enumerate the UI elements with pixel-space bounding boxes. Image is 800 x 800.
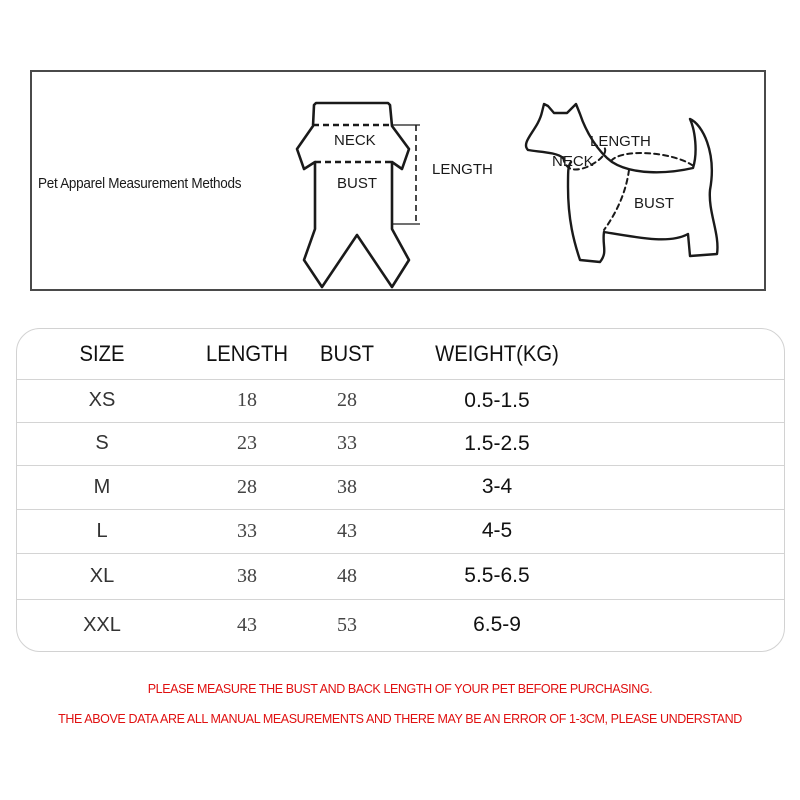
garment-length-label: LENGTH bbox=[432, 161, 493, 178]
row-length: 38 bbox=[237, 564, 257, 587]
table-row bbox=[17, 379, 784, 423]
row-bust: 48 bbox=[337, 564, 357, 587]
garment-outline-icon bbox=[297, 103, 420, 287]
row-bust: 33 bbox=[337, 432, 357, 454]
error-disclaimer: THE ABOVE DATA ARE ALL MANUAL MEASUREMENTS AND THERE MAY BE AN ERROR OF 1-3CM, PLEASE UNDERSTAND bbox=[58, 712, 742, 726]
row-weight: 5.5-6.5 bbox=[464, 564, 530, 587]
header-weight: WEIGHT(KG) bbox=[435, 341, 559, 366]
table-row bbox=[17, 553, 784, 600]
header-length: LENGTH bbox=[205, 341, 289, 366]
dog-neck-label: NECK bbox=[552, 153, 594, 170]
row-size: XS bbox=[88, 389, 116, 411]
table-row bbox=[17, 509, 784, 554]
header-size: SIZE bbox=[79, 341, 125, 366]
table-header-row bbox=[17, 329, 784, 380]
row-weight: 4-5 bbox=[481, 519, 513, 542]
row-size: XL bbox=[89, 564, 115, 587]
row-size: M bbox=[93, 475, 111, 498]
row-weight: 6.5-9 bbox=[473, 613, 521, 636]
row-weight: 0.5-1.5 bbox=[464, 388, 530, 412]
row-length: 23 bbox=[237, 432, 257, 454]
row-length: 43 bbox=[237, 613, 257, 636]
row-weight: 1.5-2.5 bbox=[464, 431, 530, 455]
row-weight: 3-4 bbox=[481, 475, 513, 498]
size-chart-table bbox=[16, 328, 785, 652]
row-bust: 43 bbox=[337, 519, 357, 542]
diagram-title: Pet Apparel Measurement Methods bbox=[38, 175, 242, 192]
measurement-illustrations bbox=[32, 72, 768, 293]
garment-neck-label: NECK bbox=[334, 132, 376, 149]
row-length: 18 bbox=[237, 389, 257, 411]
row-bust: 28 bbox=[337, 389, 357, 411]
table-row bbox=[17, 422, 784, 466]
dog-outline-icon bbox=[526, 104, 718, 262]
dog-length-label: LENGTH bbox=[590, 133, 651, 150]
row-bust: 53 bbox=[337, 613, 357, 636]
row-length: 33 bbox=[237, 519, 257, 542]
garment-bust-label: BUST bbox=[337, 175, 378, 192]
row-bust: 38 bbox=[337, 475, 357, 498]
measurement-diagram-box bbox=[30, 70, 766, 291]
row-size: XXL bbox=[83, 613, 121, 636]
header-bust: BUST bbox=[320, 341, 374, 366]
row-size: L bbox=[96, 519, 108, 542]
table-row bbox=[17, 465, 784, 510]
row-size: S bbox=[95, 432, 109, 454]
row-length: 28 bbox=[237, 475, 257, 498]
dog-bust-label: BUST bbox=[634, 195, 675, 212]
measure-notice: PLEASE MEASURE THE BUST AND BACK LENGTH OF YOUR PET BEFORE PURCHASING. bbox=[147, 682, 653, 696]
table-row bbox=[17, 599, 784, 651]
